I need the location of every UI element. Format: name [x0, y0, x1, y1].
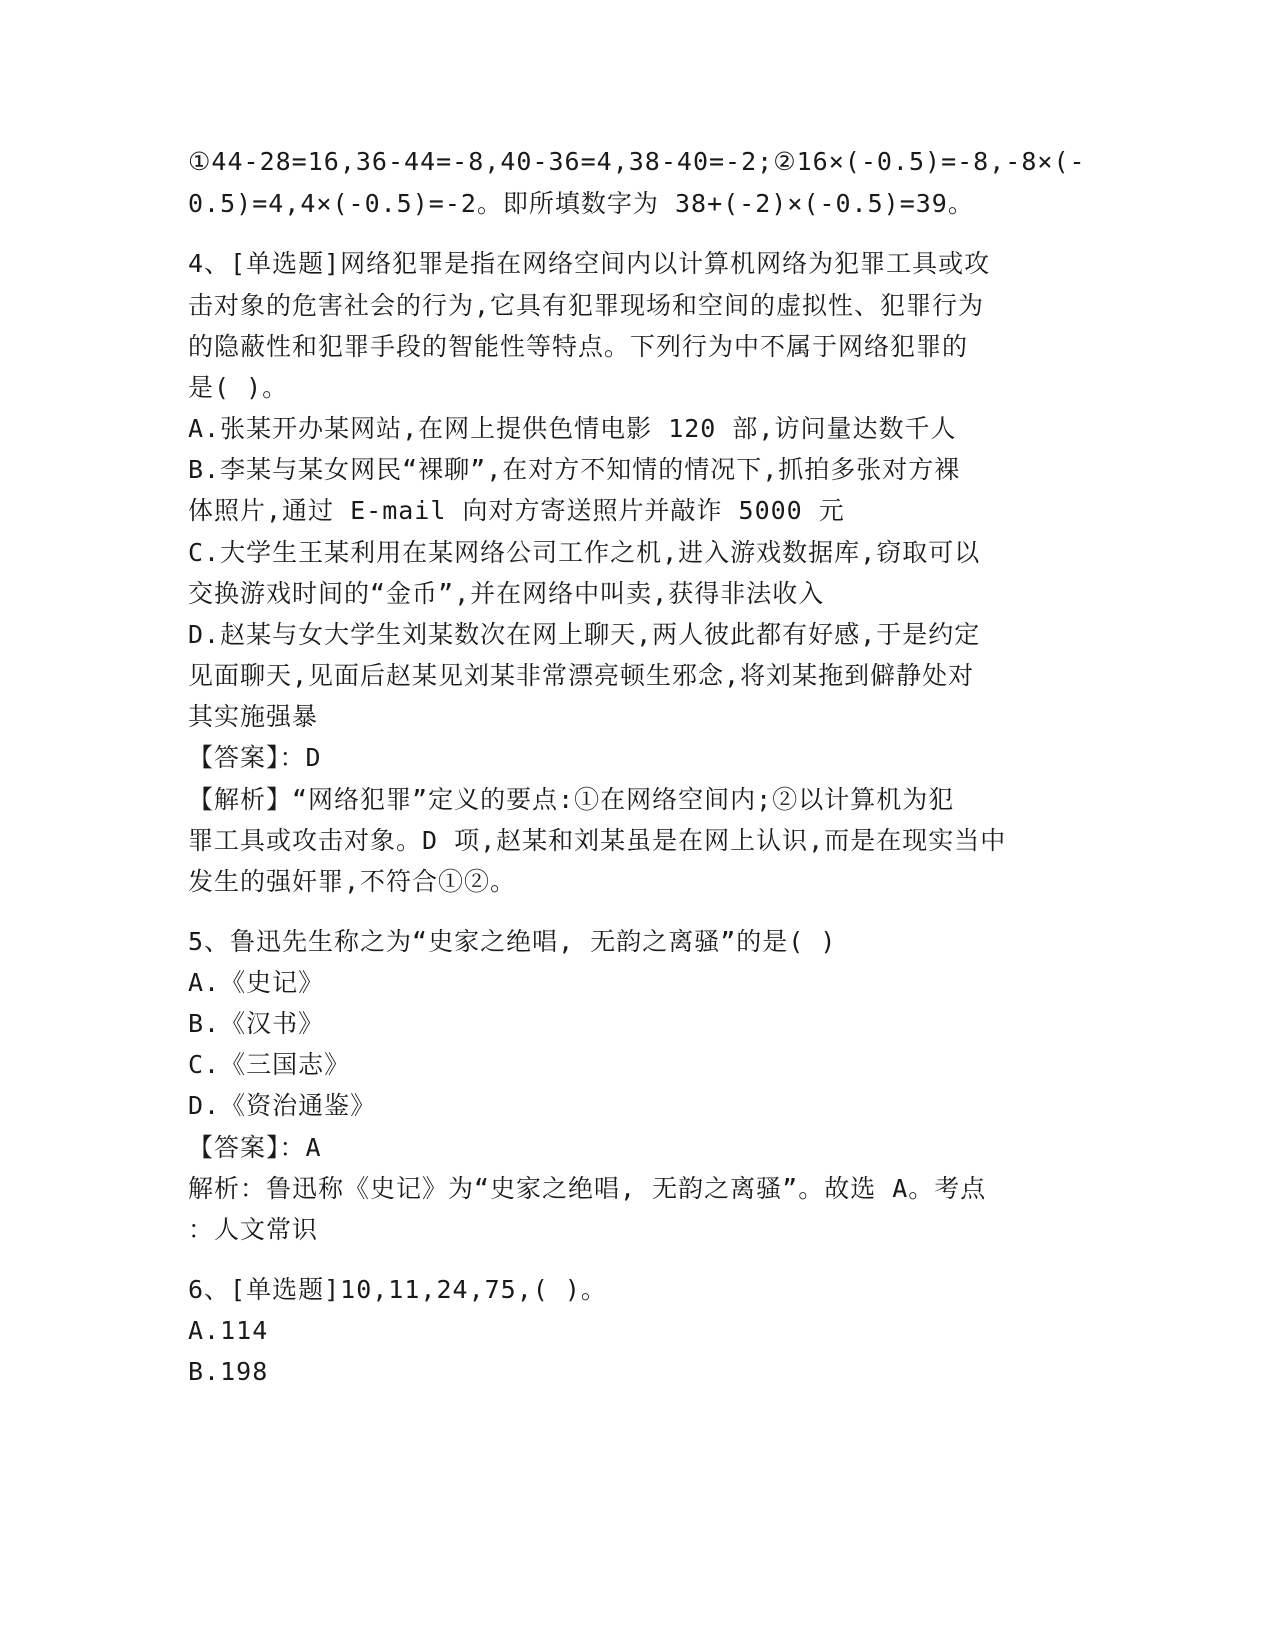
q5-option-c: C.《三国志》 — [188, 1050, 351, 1079]
q5-option-d: D.《资治通鉴》 — [188, 1091, 377, 1120]
q4-answer: 【答案】：D — [188, 743, 322, 772]
q3-analysis-line-1: ①44-28=16,36-44=-8,40-36=4,38-40=-2;②16×(-0.5)=-8,-8×(- — [188, 147, 1086, 176]
q6-stem: 6、[单选题]10,11,24,75,( )。 — [188, 1275, 607, 1304]
q4-option-b-line-2: 体照片,通过 E-mail 向对方寄送照片并敲诈 5000 元 — [188, 496, 845, 525]
q6-option-a: A.114 — [188, 1316, 269, 1345]
q4-option-c-line-2: 交换游戏时间的“金币”,并在网络中叫卖,获得非法收入 — [188, 579, 825, 608]
q4-option-d-line-3: 其实施强暴 — [188, 702, 319, 731]
q6-option-b: B.198 — [188, 1357, 269, 1386]
q5-analysis-line-1: 解析：鲁迅称《史记》为“史家之绝唱, 无韵之离骚”。故选 A。考点 — [188, 1174, 987, 1203]
q4-option-a: A.张某开办某网站,在网上提供色情电影 120 部,访问量达数千人 — [188, 414, 957, 443]
q4-analysis-line-1: 【解析】“网络犯罪”定义的要点:①在网络空间内;②以计算机为犯 — [188, 785, 955, 814]
q4-analysis-line-2: 罪工具或攻击对象。D 项,赵某和刘某虽是在网上认识,而是在现实当中 — [188, 826, 1007, 855]
q4-analysis-line-3: 发生的强奸罪,不符合①②。 — [188, 867, 517, 896]
q4-option-b-line-1: B.李某与某女网民“裸聊”,在对方不知情的情况下,抓拍多张对方裸 — [188, 455, 961, 484]
q5-analysis-line-2: ：人文常识 — [188, 1215, 319, 1244]
q5-answer: 【答案】：A — [188, 1133, 322, 1162]
q4-stem-line-4: 是( )。 — [188, 373, 289, 402]
q3-analysis-line-2: 0.5)=4,4×(-0.5)=-2。即所填数字为 38+(-2)×(-0.5)=39。 — [188, 189, 974, 218]
q4-option-c-line-1: C.大学生王某利用在某网络公司工作之机,进入游戏数据库,窃取可以 — [188, 538, 981, 567]
q4-option-d-line-1: D.赵某与女大学生刘某数次在网上聊天,两人彼此都有好感,于是约定 — [188, 620, 981, 649]
q4-stem-line-2: 击对象的危害社会的行为,它具有犯罪现场和空间的虚拟性、犯罪行为 — [188, 291, 985, 320]
q4-option-d-line-2: 见面聊天,见面后赵某见刘某非常漂亮顿生邪念,将刘某拖到僻静处对 — [188, 661, 975, 690]
q4-stem-line-1: 4、[单选题]网络犯罪是指在网络空间内以计算机网络为犯罪工具或攻 — [188, 249, 991, 278]
q5-option-b: B.《汉书》 — [188, 1009, 325, 1038]
q4-stem-line-3: 的隐蔽性和犯罪手段的智能性等特点。下列行为中不属于网络犯罪的 — [188, 332, 969, 361]
q5-stem: 5、鲁迅先生称之为“史家之绝唱, 无韵之离骚”的是( ) — [188, 927, 837, 956]
q5-option-a: A.《史记》 — [188, 968, 325, 997]
